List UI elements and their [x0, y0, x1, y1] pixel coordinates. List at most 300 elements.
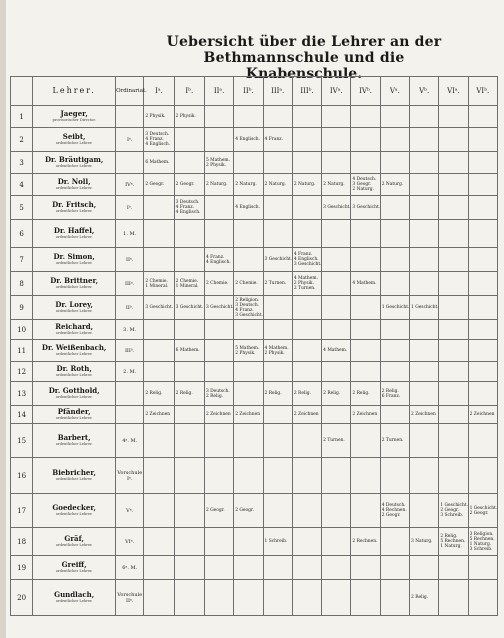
- ordinariat-cell: Iᵃ.: [116, 128, 144, 152]
- lesson-cell: 1 Geschicht. 2 Geogr. 3 Schreib.: [439, 494, 468, 528]
- teacher-rank: ordentlicher Lehrer.: [55, 164, 93, 168]
- lesson-cell: [322, 152, 351, 174]
- header-class: VIᵃ.: [439, 77, 468, 106]
- lesson-cell: [234, 362, 263, 382]
- lesson-cell: [174, 362, 204, 382]
- teacher-name: Dr. Haffel,: [53, 226, 95, 235]
- lesson-cell: 2 Relig.: [292, 382, 321, 406]
- table-row: [11, 382, 498, 406]
- lesson-cell: [380, 458, 409, 494]
- teacher-cell: [33, 320, 116, 340]
- lesson-cell: [380, 196, 409, 220]
- lesson-cell: [292, 296, 321, 320]
- table-row: [11, 106, 498, 128]
- teacher-rank: ordentlicher Lehrer.: [55, 442, 93, 446]
- lesson-cell: [263, 196, 292, 220]
- teacher-name: Jaeger,: [60, 109, 88, 118]
- lesson-cell: [204, 220, 233, 248]
- lesson-cell: [468, 556, 497, 580]
- lesson-cell: [174, 128, 204, 152]
- lesson-cell: 5 Mathem. 2 Physik.: [204, 152, 233, 174]
- lesson-cell: [263, 424, 292, 458]
- lesson-cell: [234, 580, 263, 616]
- lesson-cell: [322, 272, 351, 296]
- lesson-cell: 3 Deutsch. 2 Relig.: [204, 382, 233, 406]
- lesson-cell: [380, 152, 409, 174]
- table-row: [11, 320, 498, 340]
- teacher-rank: ordentlicher Lehrer.: [55, 416, 93, 420]
- table-row: [11, 580, 498, 616]
- lesson-cell: [351, 424, 380, 458]
- header-class: Vᵃ.: [380, 77, 409, 106]
- lesson-cell: [144, 424, 174, 458]
- lesson-cell: [380, 272, 409, 296]
- lesson-cell: [322, 128, 351, 152]
- header-class: IIᵇ.: [234, 77, 263, 106]
- lesson-cell: [380, 320, 409, 340]
- lesson-cell: [410, 272, 439, 296]
- teacher-cell: [33, 152, 116, 174]
- lesson-cell: [204, 528, 233, 556]
- lesson-cell: [410, 152, 439, 174]
- lesson-cell: 4 Deutsch. 3 Geogr. 2 Naturg.: [351, 174, 380, 196]
- lesson-cell: [351, 296, 380, 320]
- lesson-cell: [380, 340, 409, 362]
- lesson-cell: 2 Zeichnen: [234, 406, 263, 424]
- row-number: 12: [11, 362, 33, 382]
- teacher-cell: [33, 174, 116, 196]
- lesson-cell: 6 Mathem.: [174, 340, 204, 362]
- teacher-cell: [33, 528, 116, 556]
- teacher-cell: [33, 362, 116, 382]
- ordinariat-cell: IVᵃ.: [116, 174, 144, 196]
- lesson-cell: [468, 248, 497, 272]
- lesson-cell: [204, 128, 233, 152]
- header-class: Iᵃ.: [144, 77, 174, 106]
- lesson-cell: [351, 106, 380, 128]
- lesson-cell: 1 Geschicht. 2 Geogr.: [468, 494, 497, 528]
- lesson-cell: [468, 296, 497, 320]
- lesson-cell: 2 Naturg.: [204, 174, 233, 196]
- lesson-cell: [351, 580, 380, 616]
- lesson-cell: 2 Geogr.: [204, 494, 233, 528]
- header-class: VIᵇ.: [468, 77, 497, 106]
- teacher-cell: [33, 556, 116, 580]
- lesson-cell: [439, 406, 468, 424]
- lesson-cell: 3 Deutsch. 4 Franz. 4 Englisch.: [144, 128, 174, 152]
- lesson-cell: [263, 152, 292, 174]
- lesson-cell: [322, 248, 351, 272]
- teacher-cell: [33, 340, 116, 362]
- lesson-cell: 3 Geschicht.: [322, 196, 351, 220]
- lesson-cell: [468, 320, 497, 340]
- header-class: IVᵇ.: [351, 77, 380, 106]
- lesson-cell: 2 Zeichnen: [204, 406, 233, 424]
- lesson-cell: [292, 424, 321, 458]
- lesson-cell: [322, 320, 351, 340]
- lesson-cell: 2 Turnen.: [380, 424, 409, 458]
- lesson-cell: [263, 106, 292, 128]
- lesson-cell: 2 Relig.: [174, 382, 204, 406]
- ordinariat-cell: [116, 152, 144, 174]
- ordinariat-cell: IIIᵇ.: [116, 340, 144, 362]
- lesson-cell: 2 Chemie.: [234, 272, 263, 296]
- header-class: IVᵃ.: [322, 77, 351, 106]
- lesson-cell: 2 Naturg.: [380, 174, 409, 196]
- lesson-cell: [292, 220, 321, 248]
- table-row: [11, 362, 498, 382]
- teacher-name: Dr. Bräutigam,: [44, 155, 104, 164]
- lesson-cell: [174, 248, 204, 272]
- row-number: 19: [11, 556, 33, 580]
- ordinariat-cell: 6ᵃ. M.: [116, 556, 144, 580]
- lesson-cell: [410, 556, 439, 580]
- table-row: [11, 556, 498, 580]
- teacher-rank: ordentlicher Lehrer.: [55, 331, 93, 335]
- lesson-cell: [439, 152, 468, 174]
- lesson-cell: [410, 382, 439, 406]
- lesson-cell: [439, 340, 468, 362]
- table-row: [11, 128, 498, 152]
- lesson-cell: [144, 528, 174, 556]
- row-number: 20: [11, 580, 33, 616]
- lesson-cell: 2 Geogr.: [174, 174, 204, 196]
- lesson-cell: 1 Geschicht.: [410, 296, 439, 320]
- teacher-cell: [33, 494, 116, 528]
- lesson-cell: 4 Franz. 4 Englisch. 3 Geschicht.: [292, 248, 321, 272]
- page-edge: [0, 0, 6, 638]
- teacher-rank: ordentlicher Lehrer.: [55, 309, 93, 313]
- teacher-cell: [33, 128, 116, 152]
- lesson-cell: [204, 340, 233, 362]
- lesson-cell: 4 Deutsch. 4 Rechnen. 2 Geogr.: [380, 494, 409, 528]
- lesson-cell: [410, 220, 439, 248]
- lesson-cell: 2 Rechnen.: [351, 528, 380, 556]
- lesson-cell: [439, 362, 468, 382]
- lesson-cell: [234, 152, 263, 174]
- teacher-rank: ordentlicher Lehrer.: [55, 569, 93, 573]
- lesson-cell: [322, 458, 351, 494]
- lesson-cell: [263, 406, 292, 424]
- lesson-cell: [439, 272, 468, 296]
- teacher-cell: [33, 106, 116, 128]
- lesson-cell: 2 Relig.: [410, 580, 439, 616]
- lesson-cell: [204, 556, 233, 580]
- lesson-cell: 3 Geschicht.: [204, 296, 233, 320]
- lesson-cell: [468, 152, 497, 174]
- lesson-cell: [468, 458, 497, 494]
- table-row: [11, 494, 498, 528]
- header-class: IIIᵃ.: [263, 77, 292, 106]
- lesson-cell: [351, 248, 380, 272]
- lesson-cell: [144, 196, 174, 220]
- lesson-cell: 2 Naturg.: [234, 174, 263, 196]
- lesson-cell: 2 Relig. 6 Franz.: [380, 382, 409, 406]
- lesson-cell: [410, 320, 439, 340]
- title-line-1: Uebersicht über die Lehrer an der Bethmannschule und die: [166, 34, 442, 66]
- lesson-cell: [380, 406, 409, 424]
- lesson-cell: [322, 528, 351, 556]
- row-number: 11: [11, 340, 33, 362]
- lesson-cell: 2 Relig.: [322, 382, 351, 406]
- lesson-cell: [439, 196, 468, 220]
- lesson-cell: [263, 458, 292, 494]
- row-number: 9: [11, 296, 33, 320]
- table-row: [11, 528, 498, 556]
- lesson-cell: [204, 106, 233, 128]
- header-lehrer: Lehrer.: [33, 77, 116, 106]
- lesson-cell: [439, 220, 468, 248]
- lesson-cell: [234, 320, 263, 340]
- lesson-cell: 2 Turnen.: [322, 424, 351, 458]
- lesson-cell: [174, 406, 204, 424]
- lesson-cell: [322, 106, 351, 128]
- ordinariat-cell: IIᵇ.: [116, 296, 144, 320]
- lesson-cell: [144, 494, 174, 528]
- lesson-cell: [234, 382, 263, 406]
- lesson-cell: 1 Geschicht.: [380, 296, 409, 320]
- teacher-name: Seibt,: [62, 132, 86, 141]
- ordinariat-cell: 3. M.: [116, 320, 144, 340]
- teacher-name: Gräf,: [64, 534, 84, 543]
- teacher-rank: ordentlicher Lehrer.: [55, 235, 93, 239]
- teacher-rank: ordentlicher Lehrer.: [55, 543, 93, 547]
- header-class: IIᵃ.: [204, 77, 233, 106]
- lesson-cell: [468, 220, 497, 248]
- teacher-name: Greiff,: [61, 560, 87, 569]
- lesson-cell: [144, 320, 174, 340]
- lesson-cell: [468, 174, 497, 196]
- header-ordinariat: Ordinariat.: [116, 77, 144, 106]
- lesson-cell: [380, 128, 409, 152]
- ordinariat-cell: Iᵇ.: [116, 196, 144, 220]
- table-row: [11, 296, 498, 320]
- lesson-cell: 1 Schreib.: [263, 528, 292, 556]
- table-row: [11, 248, 498, 272]
- lesson-cell: [410, 106, 439, 128]
- lesson-cell: 2 Chemie. 1 Mineral.: [144, 272, 174, 296]
- lesson-cell: [439, 382, 468, 406]
- lesson-cell: [263, 556, 292, 580]
- lesson-cell: 2 Physik.: [144, 106, 174, 128]
- teacher-name: Reichard,: [55, 322, 94, 331]
- lesson-cell: [263, 320, 292, 340]
- row-number: 13: [11, 382, 33, 406]
- table-row: [11, 424, 498, 458]
- teacher-cell: [33, 220, 116, 248]
- teacher-name: Gundlach,: [54, 590, 95, 599]
- row-number: 10: [11, 320, 33, 340]
- lesson-cell: [292, 362, 321, 382]
- teacher-name: Pfänder,: [57, 407, 91, 416]
- ordinariat-cell: [116, 406, 144, 424]
- teacher-name: Dr. Lorey,: [55, 300, 93, 309]
- lesson-cell: [263, 580, 292, 616]
- teacher-cell: [33, 296, 116, 320]
- teacher-rank: ordentlicher Lehrer.: [55, 395, 93, 399]
- lesson-cell: 2 Relig. 5 Rechnen. 1 Naturg.: [439, 528, 468, 556]
- lesson-cell: [468, 580, 497, 616]
- lesson-cell: [351, 362, 380, 382]
- lesson-cell: 2 Geogr.: [144, 174, 174, 196]
- lesson-cell: [351, 320, 380, 340]
- lesson-cell: [204, 458, 233, 494]
- lesson-cell: 4 Englisch.: [234, 128, 263, 152]
- lesson-cell: 2 Religion. 3 Deutsch. 4 Franz. 3 Geschicht.: [235, 297, 263, 318]
- lesson-cell: [144, 340, 174, 362]
- table-row: [11, 272, 498, 296]
- ordinariat-cell: IIᵃ.: [116, 248, 144, 272]
- lesson-cell: [351, 152, 380, 174]
- lesson-cell: [234, 424, 263, 458]
- lesson-cell: [410, 424, 439, 458]
- ordinariat-cell: IIIᵃ.: [116, 272, 144, 296]
- lesson-cell: [174, 528, 204, 556]
- lesson-cell: [322, 406, 351, 424]
- lesson-cell: [468, 106, 497, 128]
- ordinariat-cell: Vᵃ.: [116, 494, 144, 528]
- lesson-cell: [292, 494, 321, 528]
- lesson-cell: [351, 458, 380, 494]
- lesson-cell: [322, 362, 351, 382]
- lesson-cell: 2 Zeichnen: [292, 406, 321, 424]
- lesson-cell: 2 Chemie. 1 Mineral.: [174, 272, 204, 296]
- lesson-cell: [468, 272, 497, 296]
- row-number: 7: [11, 248, 33, 272]
- teacher-rank: provisorischer Director.: [52, 118, 96, 122]
- lesson-cell: 3 Geschicht.: [263, 248, 292, 272]
- teacher-name: Dr. Simon,: [53, 252, 95, 261]
- table-row: [11, 340, 498, 362]
- ordinariat-cell: 4ᵃ. M.: [116, 424, 144, 458]
- lesson-cell: 4 Englisch.: [234, 196, 263, 220]
- lesson-cell: [410, 458, 439, 494]
- lesson-cell: [292, 580, 321, 616]
- teacher-cell: [33, 580, 116, 616]
- ordinariat-cell: Vorschule Iᵃ.: [116, 458, 144, 494]
- lesson-cell: [351, 556, 380, 580]
- teacher-rank: ordentlicher Lehrer.: [55, 373, 93, 377]
- lesson-cell: [204, 362, 233, 382]
- lesson-cell: 3 Religion. 5 Rechnen. 1 Naturg. 3 Schreib.: [468, 528, 497, 556]
- teacher-name: Dr. Gotthold,: [48, 386, 100, 395]
- row-number: 14: [11, 406, 33, 424]
- teacher-rank: ordentlicher Lehrer.: [55, 352, 93, 356]
- lesson-cell: 2 Naturg.: [263, 174, 292, 196]
- lesson-cell: [380, 106, 409, 128]
- teacher-cell: [33, 406, 116, 424]
- teacher-cell: [33, 196, 116, 220]
- teacher-name: Barbert,: [57, 433, 91, 442]
- teacher-rank: ordentlicher Lehrer.: [55, 209, 93, 213]
- header-class: IIIᵇ.: [292, 77, 321, 106]
- lesson-cell: [322, 296, 351, 320]
- lesson-cell: [204, 196, 233, 220]
- lesson-cell: [234, 248, 263, 272]
- lesson-cell: [234, 528, 263, 556]
- lesson-cell: [234, 458, 263, 494]
- lesson-cell: 6 Mathem.: [144, 152, 174, 174]
- lesson-cell: [144, 580, 174, 616]
- lesson-cell: 2 Relig.: [351, 382, 380, 406]
- row-number: 17: [11, 494, 33, 528]
- row-number: 6: [11, 220, 33, 248]
- lesson-cell: [204, 580, 233, 616]
- lesson-cell: [410, 196, 439, 220]
- teacher-cell: [33, 272, 116, 296]
- lesson-cell: 2 Relig.: [263, 382, 292, 406]
- lesson-cell: [174, 220, 204, 248]
- lesson-cell: [439, 106, 468, 128]
- lesson-cell: [174, 152, 204, 174]
- teacher-table: [10, 76, 498, 616]
- teacher-cell: [33, 382, 116, 406]
- lesson-cell: [174, 458, 204, 494]
- lesson-cell: [380, 528, 409, 556]
- lesson-cell: [174, 580, 204, 616]
- lesson-cell: [410, 494, 439, 528]
- lesson-cell: [292, 106, 321, 128]
- table-row: [11, 406, 498, 424]
- row-number: 8: [11, 272, 33, 296]
- lesson-cell: [380, 248, 409, 272]
- lesson-cell: 4 Mathem.: [351, 272, 380, 296]
- lesson-cell: [351, 220, 380, 248]
- lesson-cell: 2 Geogr.: [234, 494, 263, 528]
- lesson-cell: [144, 458, 174, 494]
- header-class: Vᵇ.: [410, 77, 439, 106]
- lesson-cell: [410, 340, 439, 362]
- teacher-rank: ordentlicher Lehrer.: [55, 186, 93, 190]
- lesson-cell: [439, 556, 468, 580]
- header-class: Iᵇ.: [174, 77, 204, 106]
- lesson-cell: [234, 556, 263, 580]
- lesson-cell: [410, 128, 439, 152]
- ordinariat-cell: [116, 106, 144, 128]
- lesson-cell: [468, 128, 497, 152]
- lesson-cell: 2 Zeichnen: [410, 406, 439, 424]
- lesson-cell: [439, 296, 468, 320]
- lesson-cell: [144, 556, 174, 580]
- lesson-cell: 4 Franz.: [263, 128, 292, 152]
- lesson-cell: [292, 196, 321, 220]
- lesson-cell: [410, 174, 439, 196]
- lesson-cell: 4 Mathem. 2 Physik. 2 Turnen.: [292, 272, 321, 296]
- title-line-2: Knabenschule.: [245, 66, 363, 82]
- table-row: [11, 458, 498, 494]
- header-row: [11, 77, 498, 106]
- lesson-cell: [144, 248, 174, 272]
- teacher-rank: ordentlicher Lehrer.: [55, 477, 93, 481]
- row-number: 1: [11, 106, 33, 128]
- lesson-cell: 2 Naturg.: [322, 174, 351, 196]
- lesson-cell: [468, 382, 497, 406]
- lesson-cell: 4 Mathem. 2 Physik.: [263, 340, 292, 362]
- teacher-cell: [33, 458, 116, 494]
- lesson-cell: [410, 248, 439, 272]
- lesson-cell: [439, 580, 468, 616]
- lesson-cell: 3 Naturg.: [410, 528, 439, 556]
- lesson-cell: [263, 296, 292, 320]
- header-number: [11, 77, 33, 106]
- lesson-cell: [351, 494, 380, 528]
- lesson-cell: [468, 196, 497, 220]
- lesson-cell: [174, 556, 204, 580]
- lesson-cell: 2 Turnen.: [263, 272, 292, 296]
- lesson-cell: [174, 494, 204, 528]
- lesson-cell: [292, 556, 321, 580]
- ordinariat-cell: VIᵃ.: [116, 528, 144, 556]
